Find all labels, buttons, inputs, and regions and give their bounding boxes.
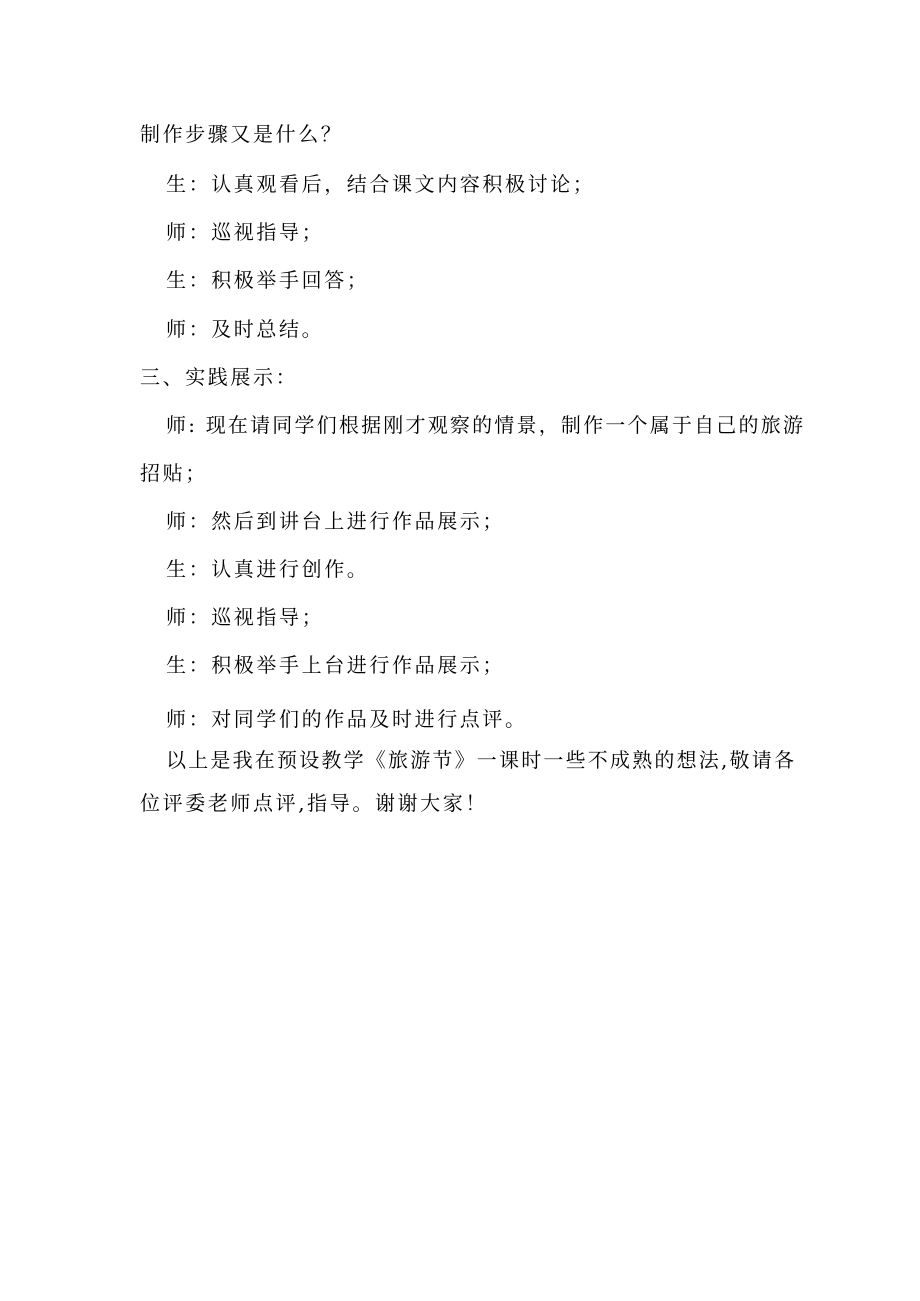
text-line: 招贴； xyxy=(140,461,208,485)
text-line: 生：积极举手回答； xyxy=(166,268,370,292)
text-line: 位评委老师点评,指导。谢谢大家！ xyxy=(140,791,488,815)
section-heading: 三、实践展示： xyxy=(140,365,299,389)
text-line: 以上是我在预设教学《旅游节》一课时一些不成熟的想法,敬请各 xyxy=(166,748,797,772)
text-line: 生：认真进行创作。 xyxy=(166,557,370,581)
text-line: 师：然后到讲台上进行作品展示； xyxy=(166,509,505,533)
text-line: 制作步骤又是什么？ xyxy=(140,122,344,146)
text-line: 师：对同学们的作品及时进行点评。 xyxy=(166,707,528,731)
text-line: 师：巡视指导； xyxy=(166,605,325,629)
text-line: 生：积极举手上台进行作品展示； xyxy=(166,653,505,677)
text-line: 师：及时总结。 xyxy=(166,317,325,341)
text-line: 生：认真观看后，结合课文内容积极讨论； xyxy=(166,172,596,196)
text-line: 师：巡视指导； xyxy=(166,220,325,244)
text-line: 师: 现在请同学们根据刚才观察的情景，制作一个属于自己的旅游 xyxy=(166,413,806,437)
